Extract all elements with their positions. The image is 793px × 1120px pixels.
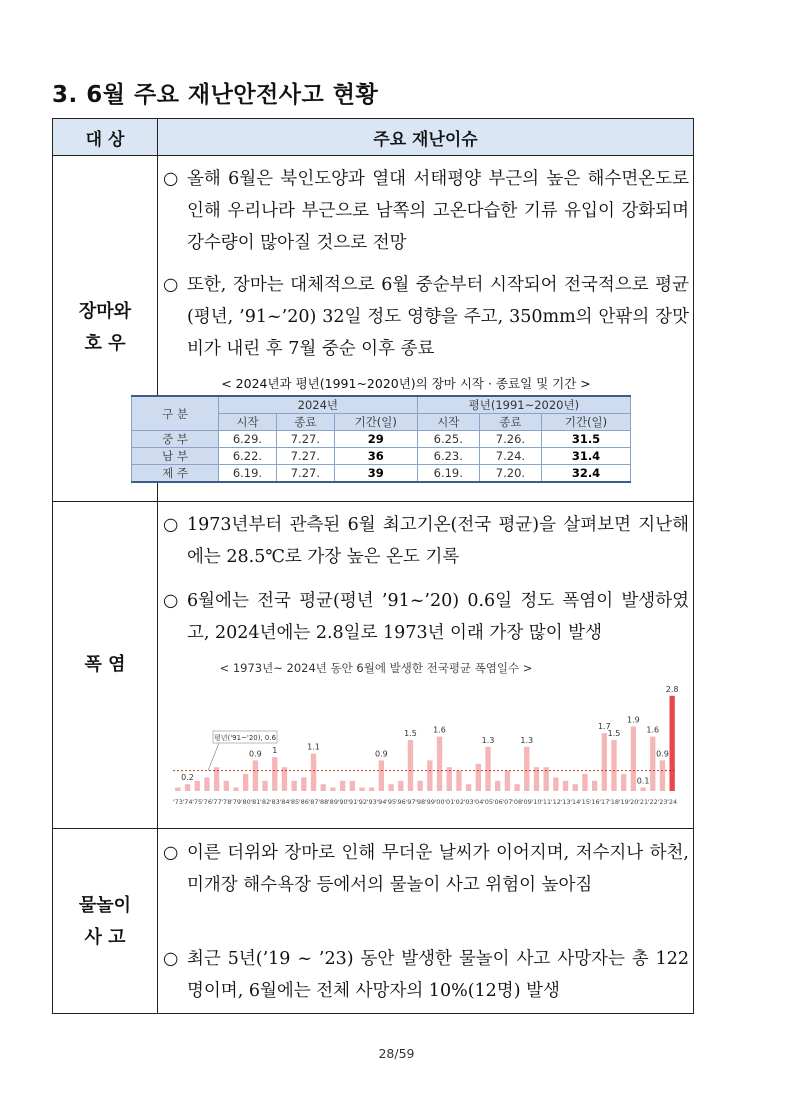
x-tick-label: '97 <box>405 798 416 806</box>
x-tick-label: '23 <box>657 798 668 806</box>
chart-bar <box>456 771 461 791</box>
sub-header: 시작 <box>417 414 479 431</box>
page-title: 3. 6월 주요 재난안전사고 현황 <box>52 82 379 108</box>
x-tick-label: '79 <box>230 798 242 806</box>
x-tick-label: '06 <box>492 798 503 806</box>
x-tick-label: '16 <box>589 798 600 806</box>
chart-bar <box>272 757 277 791</box>
data-label: 0.9 <box>249 749 262 759</box>
sub-header: 기간(일) <box>334 414 417 431</box>
table-row <box>132 431 631 448</box>
chart-bar <box>621 774 626 791</box>
data-label: 1.6 <box>646 725 660 735</box>
data-label: 1.6 <box>433 725 446 735</box>
chart-bar <box>388 784 393 791</box>
x-tick-label: '91 <box>347 798 358 806</box>
value-cell: 7.20. <box>479 465 541 483</box>
x-tick-label: '94 <box>376 798 387 806</box>
x-tick-label: '19 <box>618 798 629 806</box>
chart-bar <box>660 760 665 791</box>
sub-header: 종료 <box>276 414 334 431</box>
category-water-accident <box>53 829 157 1015</box>
row-header: 구 분 <box>132 396 219 431</box>
value-cell: 6.25. <box>417 431 479 448</box>
x-tick-label: '89 <box>327 798 338 806</box>
chart-bar <box>602 733 607 791</box>
chart-bar <box>650 737 655 791</box>
x-tick-label: '83 <box>269 798 280 806</box>
chart-bar <box>611 740 616 791</box>
value-cell: 7.27. <box>276 448 334 465</box>
data-label: 1.5 <box>404 729 417 738</box>
value-cell: 6.19. <box>417 465 479 483</box>
x-tick-label: '24 <box>667 798 678 806</box>
chart-bar <box>262 781 267 791</box>
data-label: 1.9 <box>627 715 640 725</box>
chart-bar <box>330 788 335 791</box>
paragraph-text: 1973년부터 관측된 6월 최고기온(전국 평균)을 살펴보면 지난해에는 28.5℃로 가장 높은 온도 기록 <box>187 515 689 567</box>
x-tick-label: '04 <box>473 798 484 806</box>
value-cell: 31.4 <box>542 448 631 465</box>
chart-bar <box>359 788 364 791</box>
chart-bar <box>224 781 229 791</box>
issue-paragraph <box>163 509 689 573</box>
data-label: 1.7 <box>597 722 611 732</box>
x-tick-label: '75 <box>192 798 203 806</box>
value-cell: 6.22. <box>219 448 277 465</box>
x-tick-label: '14 <box>570 798 581 806</box>
value-cell: 31.5 <box>542 431 631 448</box>
chart-bar <box>398 781 403 791</box>
chart-bar <box>582 774 587 791</box>
x-tick-label: '01 <box>444 798 455 806</box>
chart-bar <box>350 781 355 791</box>
chart-bar <box>204 777 209 791</box>
value-cell: 6.19. <box>219 465 277 483</box>
chart-bar <box>427 760 432 791</box>
region-cell: 남 부 <box>132 448 219 465</box>
bullet-icon: ○ <box>163 515 179 535</box>
data-label: 1.3 <box>481 735 495 745</box>
callout-line <box>208 743 219 771</box>
header-issue: 주요 재난이슈 <box>158 119 693 155</box>
value-cell: 29 <box>334 431 417 448</box>
x-tick-label: '18 <box>608 798 620 806</box>
bullet-icon: ○ <box>163 169 179 189</box>
issue-paragraph <box>163 943 689 1007</box>
sub-header: 기간(일) <box>542 414 631 431</box>
chart-bar <box>592 781 597 791</box>
x-tick-label: '13 <box>560 798 571 806</box>
paragraph-text: 6월에는 전국 평균(평년 ’91~’20) 0.6일 정도 폭염이 발생하였고, 2024년에는 2.8일로 1973년 이래 가장 많이 발생 <box>187 591 689 643</box>
paragraph-text: 올해 6월은 북인도양과 열대 서태평양 부근의 높은 해수면온도로 인해 우리나라 부근으로 남쪽의 고온다습한 기류 유입이 강화되며 강수량이 많아질 것으로 전망 <box>187 169 689 253</box>
chart-bar <box>505 771 510 791</box>
issue-paragraph <box>163 163 689 259</box>
data-label: 1.1 <box>307 742 320 752</box>
x-tick-label: '92 <box>356 798 368 806</box>
category-line: 장마와 <box>78 301 132 322</box>
value-cell: 39 <box>334 465 417 483</box>
x-tick-label: '85 <box>289 798 300 806</box>
bullet-icon: ○ <box>163 843 179 863</box>
chart-bar <box>563 781 568 791</box>
chart-bar <box>301 777 306 791</box>
issue-paragraph <box>163 585 689 649</box>
x-tick-label: '93 <box>366 798 377 806</box>
x-tick-label: '22 <box>647 798 658 806</box>
x-tick-label: '15 <box>579 798 590 806</box>
issue-paragraph <box>163 269 689 365</box>
x-tick-label: '77 <box>211 798 222 806</box>
chart-bar <box>640 788 645 791</box>
chart-bar <box>553 777 558 791</box>
x-tick-label: '05 <box>482 798 494 806</box>
chart-bar <box>631 726 636 791</box>
paragraph-text: 또한, 장마는 대체적으로 6월 중순부터 시작되어 전국적으로 평균(평년, ’91~’20) 32일 정도 영향을 주고, 350mm의 안팎의 장맛비가 내린 후 7월 중순 이후 종료 <box>187 275 689 359</box>
x-tick-label: '88 <box>318 798 329 806</box>
group-header: 평년(1991~2020년) <box>417 396 630 414</box>
x-tick-label: '98 <box>415 798 426 806</box>
data-label: 0.1 <box>636 776 650 786</box>
x-tick-label: '73 <box>172 798 183 806</box>
chart-bar <box>495 781 500 791</box>
x-tick-label: '90 <box>337 798 348 806</box>
x-tick-label: '02 <box>453 798 464 806</box>
category-line: 폭 염 <box>84 654 126 675</box>
data-label: 1.5 <box>607 729 621 738</box>
chart-bar <box>466 784 471 791</box>
chart-bar <box>291 781 296 791</box>
chart-bar <box>524 747 529 791</box>
chart-bar <box>243 774 248 791</box>
monsoon-table <box>131 395 631 483</box>
chart-bar <box>485 747 490 791</box>
data-label: 1 <box>272 746 278 755</box>
table-row <box>132 448 631 465</box>
x-tick-label: '03 <box>463 798 474 806</box>
x-tick-label: '00 <box>434 798 445 806</box>
x-tick-label: '76 <box>201 798 212 806</box>
value-cell: 7.27. <box>276 465 334 483</box>
x-tick-label: '09 <box>521 798 532 806</box>
sub-header: 종료 <box>479 414 541 431</box>
chart-bar <box>233 788 238 791</box>
x-tick-label: '21 <box>638 798 649 806</box>
value-cell: 6.23. <box>417 448 479 465</box>
value-cell: 6.29. <box>219 431 277 448</box>
heatwave-chart <box>169 679 681 809</box>
x-tick-label: '80 <box>240 798 251 806</box>
chart-bar <box>514 784 519 791</box>
chart-bar <box>369 788 374 791</box>
chart-title: < 1973년~ 2024년 동안 6월에 발생한 전국평균 폭염일수 > <box>219 661 533 675</box>
category-line: 사 고 <box>84 927 126 948</box>
value-cell: 32.4 <box>542 465 631 483</box>
bullet-icon: ○ <box>163 591 179 611</box>
x-tick-label: '17 <box>599 798 610 806</box>
rain-table-caption: < 2024년과 평년(1991~2020년)의 장마 시작 · 종료일 및 기간 > <box>221 376 591 391</box>
x-tick-label: '87 <box>308 798 319 806</box>
value-cell: 36 <box>334 448 417 465</box>
region-cell: 중 부 <box>132 431 219 448</box>
chart-bar <box>476 764 481 791</box>
x-tick-label: '08 <box>512 798 523 806</box>
page-number: 28/59 <box>378 1046 415 1061</box>
x-tick-label: '99 <box>424 798 435 806</box>
paragraph-text: 이른 더위와 장마로 인해 무더운 날씨가 이어지며, 저수지나 하천, 미개장 해수욕장 등에서의 물놀이 사고 위험이 높아짐 <box>187 843 689 895</box>
x-tick-label: '20 <box>628 798 639 806</box>
category-line: 물놀이 <box>78 895 132 916</box>
value-cell: 7.26. <box>479 431 541 448</box>
x-tick-label: '96 <box>395 798 406 806</box>
chart-bar <box>253 760 258 791</box>
x-tick-label: '07 <box>502 798 513 806</box>
issue-table <box>52 118 694 1014</box>
x-tick-label: '11 <box>541 798 552 806</box>
chart-bar <box>379 760 384 791</box>
category-line: 호 우 <box>84 333 126 354</box>
chart-bar <box>311 754 316 791</box>
chart-bar <box>195 781 200 791</box>
chart-bar <box>408 740 413 791</box>
data-label: 0.9 <box>375 749 388 759</box>
x-tick-label: '12 <box>550 798 561 806</box>
chart-bar <box>669 696 674 791</box>
bullet-icon: ○ <box>163 949 179 969</box>
chart-bar <box>437 737 442 791</box>
issue-paragraph <box>163 837 689 901</box>
header-target: 대 상 <box>53 119 157 155</box>
table-row <box>132 465 631 483</box>
data-label: 0.9 <box>656 749 669 759</box>
region-cell: 제 주 <box>132 465 219 483</box>
x-tick-label: '82 <box>260 798 271 806</box>
x-tick-label: '78 <box>221 798 232 806</box>
data-label: 2.8 <box>665 684 679 694</box>
x-tick-label: '74 <box>182 798 193 806</box>
value-cell: 7.27. <box>276 431 334 448</box>
chart-bar <box>340 781 345 791</box>
value-cell: 7.24. <box>479 448 541 465</box>
column-divider <box>157 119 158 1013</box>
chart-bar <box>573 784 578 791</box>
sub-header: 시작 <box>219 414 277 431</box>
normal-label: 평년('91~'20), 0.6 <box>213 734 277 742</box>
chart-bar <box>185 784 190 791</box>
chart-bar <box>175 788 180 791</box>
x-tick-label: '86 <box>298 798 309 806</box>
category-heatwave <box>53 502 157 828</box>
paragraph-text: 최근 5년(’19 ~ ’23) 동안 발생한 물놀이 사고 사망자는 총 122명이며, 6월에는 전체 사망자의 10%(12명) 발생 <box>187 949 689 1001</box>
chart-bar <box>321 784 326 791</box>
x-tick-label: '84 <box>279 798 290 806</box>
x-tick-label: '95 <box>386 798 397 806</box>
group-header: 2024년 <box>219 396 418 414</box>
data-label: 0.2 <box>181 773 194 783</box>
x-tick-label: '81 <box>250 798 261 806</box>
chart-bar <box>417 781 422 791</box>
bullet-icon: ○ <box>163 275 179 295</box>
data-label: 1.3 <box>520 735 534 745</box>
x-tick-label: '10 <box>531 798 542 806</box>
